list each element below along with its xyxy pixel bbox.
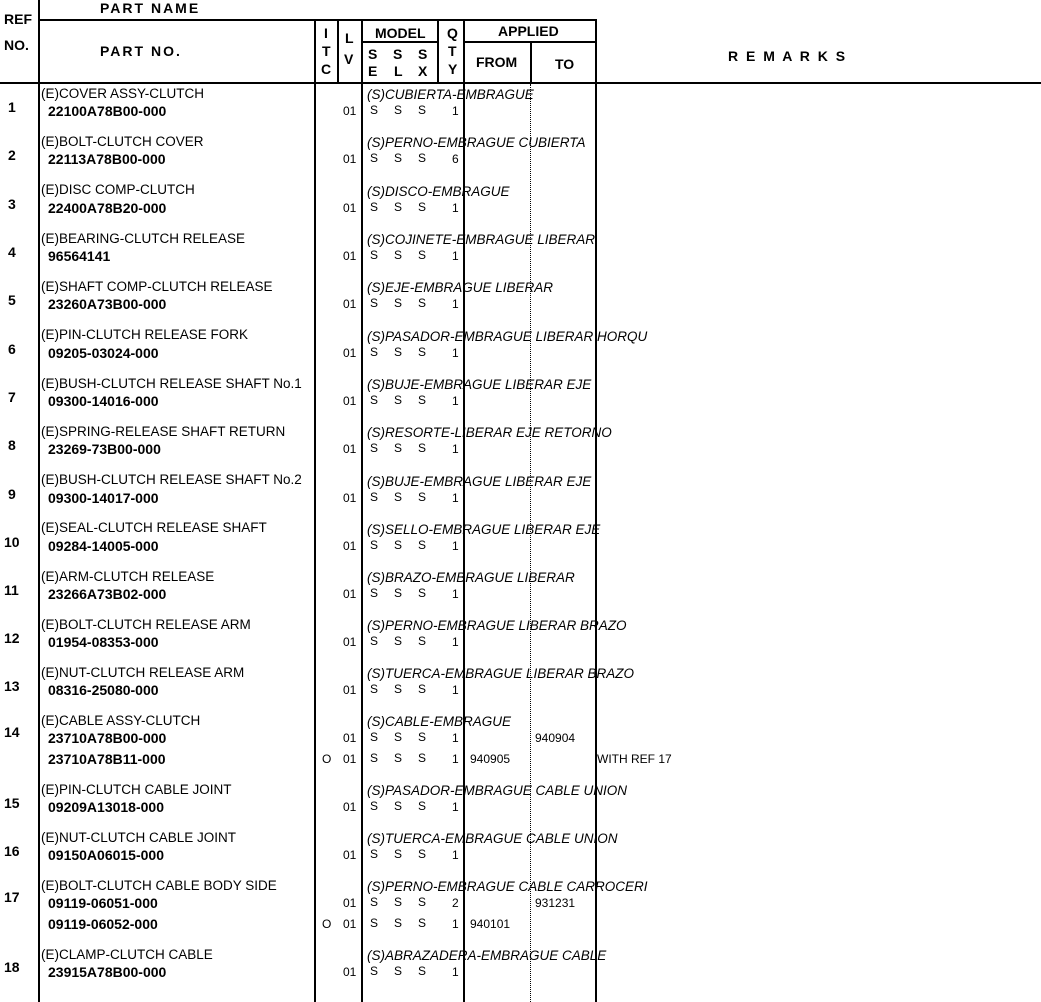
model-se-value: S <box>370 586 379 600</box>
applied-left-rule <box>463 19 465 84</box>
model-sx-value: S <box>418 200 427 214</box>
part-name-en: (E)SEAL-CLUTCH RELEASE SHAFT <box>41 520 267 535</box>
qty-value: 1 <box>452 394 459 408</box>
part-name-en: (E)CLAMP-CLUTCH CABLE <box>41 947 213 962</box>
part-name-es: (S)RESORTE-LIBERAR EJE RETORNO <box>367 425 612 440</box>
ref-number: 3 <box>8 196 16 212</box>
model-sx-value: S <box>418 751 427 765</box>
part-name-en: (E)BUSH-CLUTCH RELEASE SHAFT No.2 <box>41 472 302 487</box>
part-number: 09205-03024-000 <box>48 345 159 361</box>
applied-header: APPLIED <box>498 23 559 39</box>
lv-value: 01 <box>343 491 357 505</box>
model-sx-value: S <box>418 248 427 262</box>
model-se-value: S <box>370 441 379 455</box>
itc-header-c: C <box>321 61 332 77</box>
model-sl-value: S <box>394 964 403 978</box>
applied-from-value: 940101 <box>470 917 511 931</box>
part-name-en: (E)PIN-CLUTCH CABLE JOINT <box>41 782 232 797</box>
ref-divider <box>38 0 40 82</box>
part-number: 09209A13018-000 <box>48 799 164 815</box>
lv-value: 01 <box>343 539 357 553</box>
applied-from-value: 940905 <box>470 752 511 766</box>
model-se-value: S <box>370 296 379 310</box>
model-sx-value: S <box>418 895 427 909</box>
lv-value: 01 <box>343 442 357 456</box>
model-sx-value: S <box>418 393 427 407</box>
lv-left-rule <box>337 19 339 84</box>
part-number: 09119-06051-000 <box>48 895 158 911</box>
part-name-en: (E)BOLT-CLUTCH COVER <box>41 134 204 149</box>
qty-value: 1 <box>452 442 459 456</box>
ref-header-line2: NO. <box>4 37 29 53</box>
model-se-value: S <box>370 730 379 744</box>
part-number: 01954-08353-000 <box>48 634 159 650</box>
part-number: 23915A78B00-000 <box>48 964 167 980</box>
part-name-es: (S)TUERCA-EMBRAGUE CABLE UNION <box>367 831 618 846</box>
model-sx-value: S <box>418 103 427 117</box>
model-se-value: S <box>370 345 379 359</box>
part-number: 22113A78B00-000 <box>48 151 166 167</box>
model-sx-value: S <box>418 345 427 359</box>
model-sl-value: S <box>394 296 403 310</box>
model-sx-value: S <box>418 916 427 930</box>
model-sx-value: S <box>418 586 427 600</box>
lv-value: 01 <box>343 752 357 766</box>
lv-value: 01 <box>343 587 357 601</box>
ref-number: 4 <box>8 244 16 260</box>
qty-header-q: Q <box>447 25 458 41</box>
model-col-sl-top: S <box>393 46 403 62</box>
ref-number: 10 <box>4 534 20 550</box>
model-se-value: S <box>370 200 379 214</box>
lv-value: 01 <box>343 249 357 263</box>
model-se-value: S <box>370 103 379 117</box>
model-sx-value: S <box>418 634 427 648</box>
model-se-value: S <box>370 634 379 648</box>
qty-value: 1 <box>452 848 459 862</box>
body-applied-rule <box>595 84 597 1002</box>
model-sx-value: S <box>418 151 427 165</box>
ref-number: 1 <box>8 99 16 115</box>
model-col-se-top: S <box>368 46 378 62</box>
model-col-sx-top: S <box>418 46 428 62</box>
ref-number: 12 <box>4 630 20 646</box>
itc-left-rule <box>314 19 316 84</box>
model-sx-value: S <box>418 847 427 861</box>
model-sl-value: S <box>394 393 403 407</box>
model-sx-value: S <box>418 799 427 813</box>
part-number: 09284-14005-000 <box>48 538 159 554</box>
model-sl-value: S <box>394 751 403 765</box>
part-name-es: (S)ABRAZADERA-EMBRAGUE CABLE <box>367 948 607 963</box>
qty-value: 1 <box>452 104 459 118</box>
model-sl-value: S <box>394 916 403 930</box>
qty-value: 1 <box>452 346 459 360</box>
from-to-rule <box>530 41 532 84</box>
part-name-es: (S)SELLO-EMBRAGUE LIBERAR EJE <box>367 522 601 537</box>
model-se-value: S <box>370 490 379 504</box>
applied-right-rule <box>595 19 597 84</box>
model-se-value: S <box>370 538 379 552</box>
model-sl-value: S <box>394 441 403 455</box>
part-name-en: (E)NUT-CLUTCH RELEASE ARM <box>41 665 245 680</box>
applied-to-value: 940904 <box>535 731 576 745</box>
model-under-rule <box>361 41 438 43</box>
part-name-es: (S)BUJE-EMBRAGUE LIBERAR EJE <box>367 474 592 489</box>
lv-value: 01 <box>343 201 357 215</box>
ref-number: 7 <box>8 389 16 405</box>
part-number: 23260A73B00-000 <box>48 296 167 312</box>
ref-number: 9 <box>8 486 16 502</box>
ref-number: 18 <box>4 959 20 975</box>
body-ref-rule <box>38 84 40 1002</box>
part-name-en: (E)DISC COMP-CLUTCH <box>41 182 195 197</box>
part-number: 09300-14017-000 <box>48 490 159 506</box>
itc-header-i: I <box>324 25 328 41</box>
part-name-en: (E)SHAFT COMP-CLUTCH RELEASE <box>41 279 273 294</box>
from-header: FROM <box>476 54 518 70</box>
model-sl-value: S <box>394 200 403 214</box>
qty-value: 1 <box>452 249 459 263</box>
part-number: 23269-73B00-000 <box>48 441 161 457</box>
header-bottom-rule <box>0 82 1041 84</box>
model-sl-value: S <box>394 682 403 696</box>
itc-header-t: T <box>322 43 331 59</box>
model-sx-value: S <box>418 490 427 504</box>
model-sl-value: S <box>394 895 403 909</box>
model-sx-value: S <box>418 538 427 552</box>
lv-value: 01 <box>343 635 357 649</box>
model-col-se-bottom: E <box>368 63 378 79</box>
part-name-es: (S)COJINETE-EMBRAGUE LIBERAR <box>367 232 596 247</box>
qty-value: 1 <box>452 539 459 553</box>
ref-number: 13 <box>4 678 20 694</box>
part-name-rule <box>38 19 596 21</box>
qty-value: 1 <box>452 752 459 766</box>
model-sl-value: S <box>394 103 403 117</box>
ref-header-line1: REF <box>4 11 32 27</box>
ref-number: 6 <box>8 341 16 357</box>
qty-value: 1 <box>452 917 459 931</box>
part-number: 23710A78B11-000 <box>48 751 166 767</box>
model-se-value: S <box>370 248 379 262</box>
model-sl-value: S <box>394 151 403 165</box>
part-number: 09119-06052-000 <box>48 916 158 932</box>
part-number: 96564141 <box>48 248 111 264</box>
model-sx-value: S <box>418 296 427 310</box>
part-name-en: (E)BOLT-CLUTCH CABLE BODY SIDE <box>41 878 277 893</box>
ref-number: 16 <box>4 843 20 859</box>
qty-value: 2 <box>452 896 459 910</box>
lv-value: 01 <box>343 683 357 697</box>
lv-value: 01 <box>343 346 357 360</box>
part-name-en: (E)BOLT-CLUTCH RELEASE ARM <box>41 617 251 632</box>
qty-value: 1 <box>452 491 459 505</box>
lv-header-v: V <box>344 51 354 67</box>
model-sl-value: S <box>394 634 403 648</box>
model-se-value: S <box>370 151 379 165</box>
part-name-es: (S)PERNO-EMBRAGUE CABLE CARROCERI <box>367 879 648 894</box>
part-name-es: (S)CABLE-EMBRAGUE <box>367 714 512 729</box>
lv-value: 01 <box>343 104 357 118</box>
part-number: 22400A78B20-000 <box>48 200 167 216</box>
lv-value: 01 <box>343 848 357 862</box>
model-sl-value: S <box>394 345 403 359</box>
model-se-value: S <box>370 799 379 813</box>
model-col-sx-bottom: X <box>418 63 428 79</box>
part-name-header: PART NAME <box>100 0 201 16</box>
qty-value: 1 <box>452 635 459 649</box>
remarks-header: R E M A R K S <box>728 48 848 64</box>
part-name-en: (E)ARM-CLUTCH RELEASE <box>41 569 215 584</box>
part-number: 08316-25080-000 <box>48 682 159 698</box>
model-col-sl-bottom: L <box>394 63 403 79</box>
qty-value: 1 <box>452 587 459 601</box>
part-number: 09300-14016-000 <box>48 393 159 409</box>
model-sl-value: S <box>394 248 403 262</box>
part-name-es: (S)PERNO-EMBRAGUE LIBERAR BRAZO <box>367 618 627 633</box>
to-header: TO <box>555 56 575 72</box>
qty-value: 1 <box>452 297 459 311</box>
model-sl-value: S <box>394 799 403 813</box>
part-number: 23266A73B02-000 <box>48 586 167 602</box>
itc-value: O <box>322 752 332 766</box>
body-from-to-dotted-rule <box>530 84 531 1002</box>
model-sl-value: S <box>394 586 403 600</box>
part-number: 23710A78B00-000 <box>48 730 167 746</box>
body-itc-rule <box>314 84 316 1002</box>
model-sx-value: S <box>418 964 427 978</box>
part-name-es: (S)PERNO-EMBRAGUE CUBIERTA <box>367 135 586 150</box>
ref-number: 17 <box>4 889 20 905</box>
qty-header-t: T <box>448 43 457 59</box>
model-sl-value: S <box>394 847 403 861</box>
model-sx-value: S <box>418 730 427 744</box>
part-number: 09150A06015-000 <box>48 847 164 863</box>
part-name-en: (E)SPRING-RELEASE SHAFT RETURN <box>41 424 286 439</box>
ref-number: 2 <box>8 147 16 163</box>
model-se-value: S <box>370 682 379 696</box>
qty-value: 1 <box>452 201 459 215</box>
part-no-header: PART NO. <box>100 43 182 59</box>
qty-value: 6 <box>452 152 459 166</box>
part-name-es: (S)PASADOR-EMBRAGUE LIBERAR HORQU <box>367 329 648 344</box>
body-model-rule <box>361 84 363 1002</box>
lv-value: 01 <box>343 800 357 814</box>
ref-number: 11 <box>4 582 19 598</box>
qty-value: 1 <box>452 800 459 814</box>
model-se-value: S <box>370 751 379 765</box>
lv-value: 01 <box>343 394 357 408</box>
part-name-en: (E)BUSH-CLUTCH RELEASE SHAFT No.1 <box>41 376 302 391</box>
qty-value: 1 <box>452 965 459 979</box>
part-name-en: (E)COVER ASSY-CLUTCH <box>41 86 205 101</box>
part-name-es: (S)BRAZO-EMBRAGUE LIBERAR <box>367 570 575 585</box>
qty-left-rule <box>437 19 439 84</box>
part-name-es: (S)PASADOR-EMBRAGUE CABLE UNION <box>367 783 628 798</box>
ref-number: 14 <box>4 724 20 740</box>
lv-value: 01 <box>343 731 357 745</box>
part-number: 22100A78B00-000 <box>48 103 167 119</box>
part-name-en: (E)BEARING-CLUTCH RELEASE <box>41 231 246 246</box>
model-se-value: S <box>370 847 379 861</box>
part-name-es: (S)DISCO-EMBRAGUE <box>367 184 510 199</box>
model-left-rule <box>361 19 363 84</box>
model-sl-value: S <box>394 538 403 552</box>
qty-value: 1 <box>452 731 459 745</box>
model-header: MODEL <box>375 25 426 41</box>
part-name-es: (S)BUJE-EMBRAGUE LIBERAR EJE <box>367 377 592 392</box>
applied-to-value: 931231 <box>535 896 576 910</box>
model-sl-value: S <box>394 490 403 504</box>
lv-value: 01 <box>343 896 357 910</box>
qty-header-y: Y <box>448 61 458 77</box>
model-se-value: S <box>370 916 379 930</box>
lv-value: 01 <box>343 152 357 166</box>
part-name-en: (E)PIN-CLUTCH RELEASE FORK <box>41 327 249 342</box>
lv-value: 01 <box>343 965 357 979</box>
ref-number: 15 <box>4 795 20 811</box>
lv-value: 01 <box>343 297 357 311</box>
part-name-en: (E)CABLE ASSY-CLUTCH <box>41 713 201 728</box>
model-sx-value: S <box>418 441 427 455</box>
qty-value: 1 <box>452 683 459 697</box>
part-name-es: (S)EJE-EMBRAGUE LIBERAR <box>367 280 554 295</box>
model-se-value: S <box>370 895 379 909</box>
model-sl-value: S <box>394 730 403 744</box>
itc-value: O <box>322 917 332 931</box>
body-qty-rule <box>463 84 465 1002</box>
model-se-value: S <box>370 964 379 978</box>
ref-number: 8 <box>8 437 16 453</box>
model-sx-value: S <box>418 682 427 696</box>
model-se-value: S <box>370 393 379 407</box>
lv-value: 01 <box>343 917 357 931</box>
remarks-value: WITH REF 17 <box>597 752 672 766</box>
part-name-en: (E)NUT-CLUTCH CABLE JOINT <box>41 830 237 845</box>
ref-number: 5 <box>8 292 16 308</box>
lv-header-l: L <box>345 30 354 46</box>
part-name-es: (S)TUERCA-EMBRAGUE LIBERAR BRAZO <box>367 666 635 681</box>
part-name-es: (S)CUBIERTA-EMBRAGUE <box>367 87 534 102</box>
